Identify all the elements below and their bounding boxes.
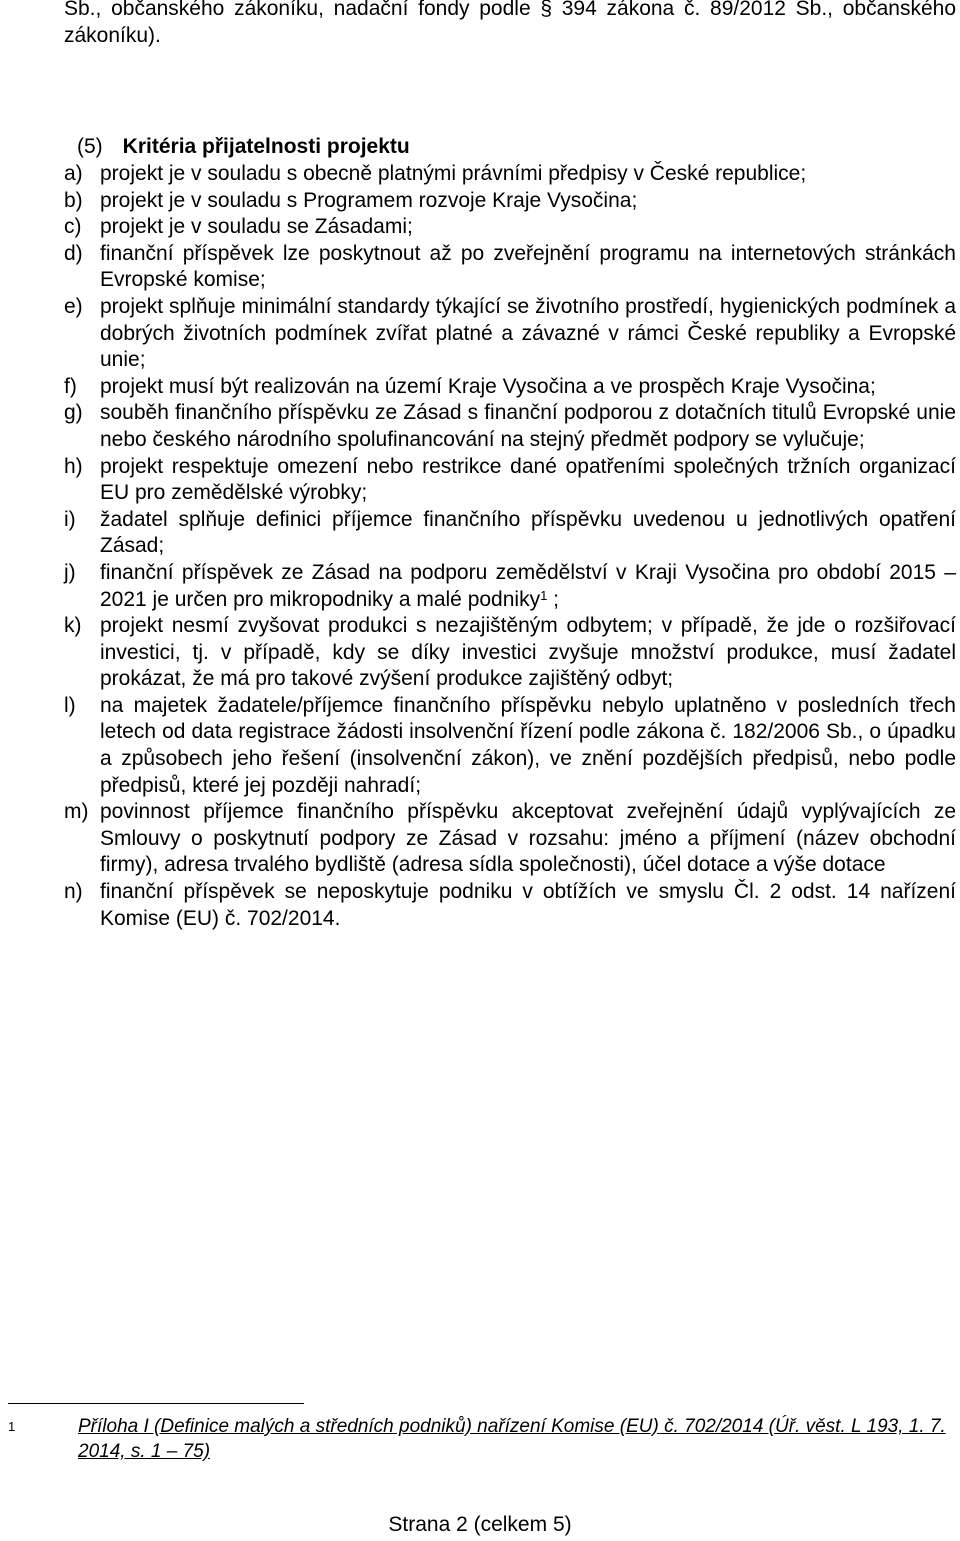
item-text: projekt nesmí zvyšovat produkci s nezajištěným odbytem; v případě, že jde o rozšiřovací investici, tj. v případě, kdy se díky investici zvyšuje množství produkce, musí žadatel prokázat, že má pro takové zvýšení produkce zajištěný odbyt;	[100, 614, 956, 691]
item-text-tail: ;	[547, 587, 559, 611]
list-item	[64, 454, 956, 507]
item-label: e)	[64, 294, 83, 318]
item-text: projekt je v souladu se Zásadami;	[100, 215, 413, 239]
list-item	[64, 294, 956, 374]
list-item	[64, 374, 956, 401]
section-number: (5)	[77, 135, 103, 158]
item-label: m)	[64, 800, 89, 824]
continuation-text: Sb., občanského zákoníku, nadační fondy podle § 394 zákona č. 89/2012 Sb., občanského zákoníku).	[64, 0, 956, 47]
list-item	[64, 560, 956, 613]
item-label: d)	[64, 241, 83, 265]
item-text: projekt musí být realizován na území Kraje Vysočina a ve prospěch Kraje Vysočina;	[100, 374, 876, 398]
item-text: souběh finančního příspěvku ze Zásad s finanční podporou z dotačních titulů Evropské unie nebo českého národního spolufinancování na stejný předmět podpory se vylučuje;	[100, 401, 956, 451]
list-item	[64, 799, 956, 879]
footnote-reference[interactable]: 1	[540, 587, 548, 603]
footnote	[8, 1414, 956, 1464]
footnote-text[interactable]: Příloha I (Definice malých a středních podniků) nařízení Komise (EU) č. 702/2014 (Úř. věst. L 193, 1. 7. 2014, s. 1 – 75)	[78, 1416, 946, 1462]
section-heading	[77, 134, 410, 161]
item-text: finanční příspěvek se neposkytuje podniku v obtížích ve smyslu Čl. 2 odst. 14 nařízení Komise (EU) č. 702/2014.	[100, 880, 956, 930]
item-text: projekt respektuje omezení nebo restrikce dané opatřeními společných tržních organizací EU pro zemědělské výrobky;	[100, 454, 956, 505]
list-item	[64, 161, 956, 188]
item-text: projekt je v souladu s obecně platnými právními předpisy v České republice;	[100, 162, 807, 185]
item-text: finanční příspěvek ze Zásad na podporu zemědělství v Kraji Vysočina pro období 2015 – 2021 je určen pro mikropodniky a malé podniky	[100, 560, 956, 611]
item-label: k)	[64, 614, 82, 638]
footnote-number: 1	[8, 1419, 16, 1434]
list-item	[64, 693, 956, 799]
list-item	[64, 214, 956, 241]
item-label: a)	[64, 162, 83, 185]
page-number: Strana 2 (celkem 5)	[388, 1513, 572, 1536]
item-text: finanční příspěvek lze poskytnout až po zveřejnění programu na internetových stránkách Evropské komise;	[100, 241, 956, 292]
list-item	[64, 879, 956, 932]
footnote-divider	[8, 1403, 304, 1404]
item-label: c)	[64, 215, 82, 239]
item-text: projekt je v souladu s Programem rozvoje Kraje Vysočina;	[100, 188, 638, 212]
item-label: l)	[64, 693, 76, 717]
section-title: Kritéria přijatelnosti projektu	[122, 135, 410, 158]
item-label: j)	[64, 560, 76, 584]
item-label: f)	[64, 374, 77, 398]
item-text: na majetek žadatele/příjemce finančního příspěvku nebylo uplatněno v posledních třech letech od data registrace žádosti insolvenční řízení podle zákona č. 182/2006 Sb., o úpadku a způsobech jeho řešení (insolvenční zákon), ve znění pozdějších předpisů, nebo podle předpisů, které jej později nahradí;	[100, 693, 956, 797]
item-label: i)	[64, 507, 76, 531]
item-label: b)	[64, 188, 83, 212]
list-item	[64, 613, 956, 693]
item-text: projekt splňuje minimální standardy týkající se životního prostředí, hygienických podmínek a dobrých životních podmínek zvířat platné a závazné v rámci České republiky a Evropské unie;	[100, 294, 956, 372]
list-item	[64, 188, 956, 215]
item-label: g)	[64, 401, 83, 425]
item-label: n)	[64, 880, 83, 904]
list-item	[64, 507, 956, 560]
list-item	[64, 241, 956, 294]
item-text: žadatel splňuje definici příjemce finančního příspěvku uvedenou u jednotlivých opatření Zásad;	[100, 507, 956, 558]
item-text: povinnost příjemce finančního příspěvku akceptovat zveřejnění údajů vyplývajících ze Smlouvy o poskytnutí podpory ze Zásad v rozsahu: jméno a příjmení (název obchodní firmy), adresa trvalého bydliště (adresa sídla společnosti), účel dotace a výše dotace	[100, 800, 956, 877]
list-item	[64, 400, 956, 453]
criteria-list	[64, 161, 956, 932]
item-label: h)	[64, 454, 83, 478]
